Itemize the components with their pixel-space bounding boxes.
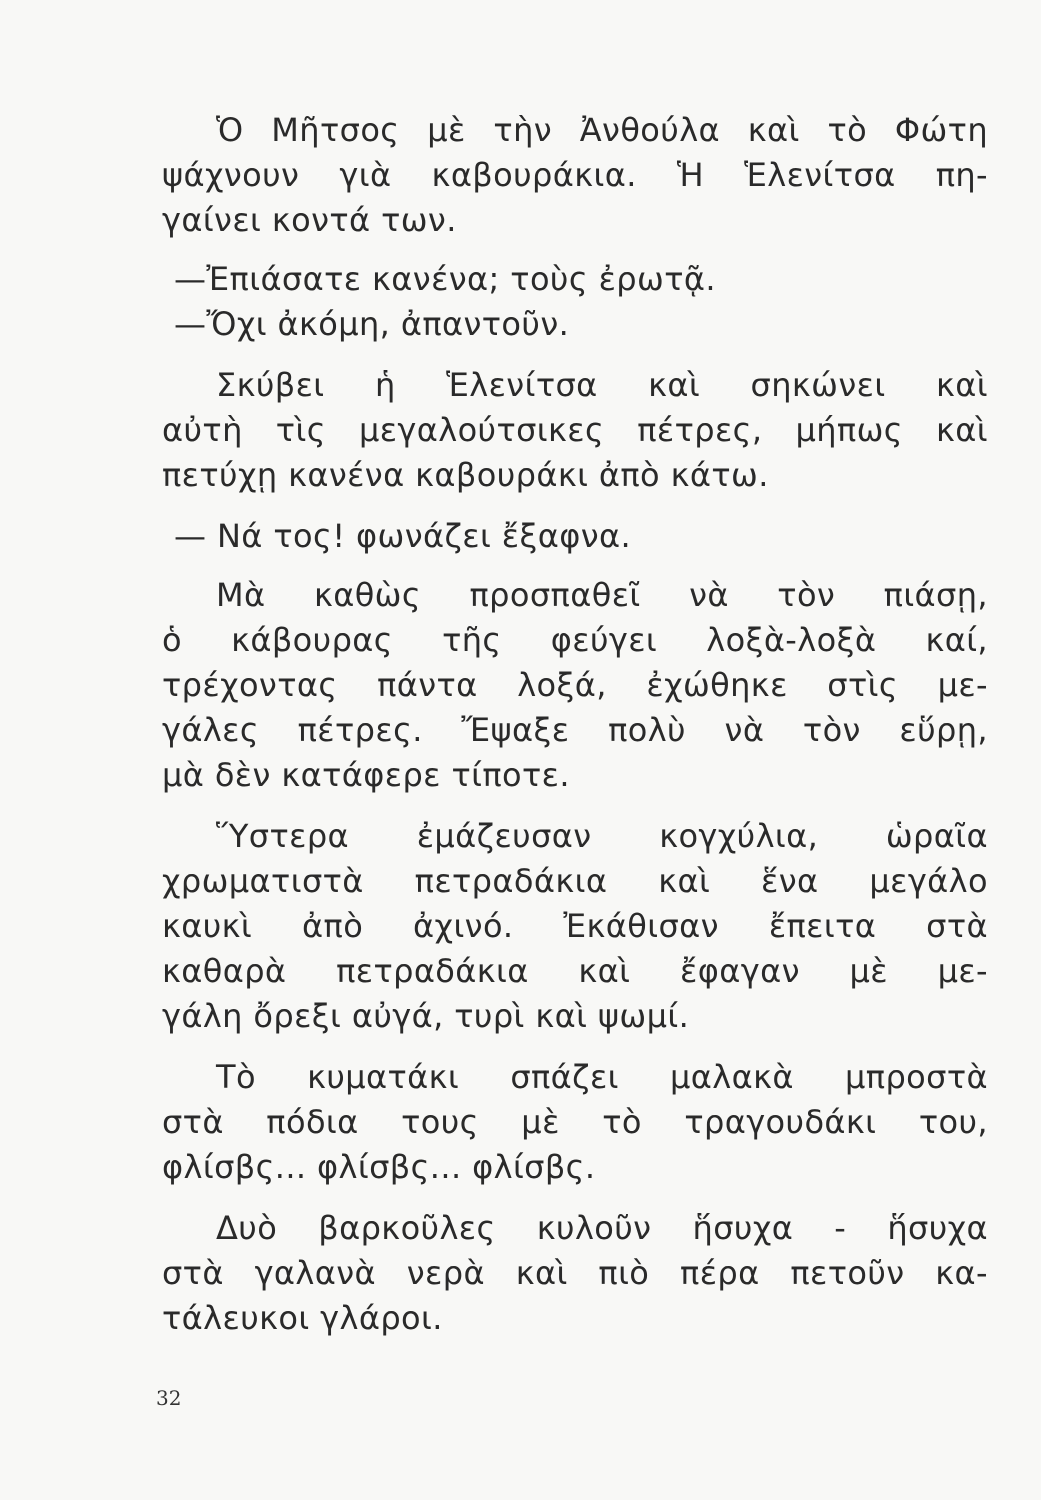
text-line: Τὸ κυματάκι σπάζει μαλακὰ μπροστὰ [216, 1058, 988, 1096]
text-line: τρέχοντας πάντα λοξά, ἐχώθηκε στὶς με- [162, 666, 988, 704]
text-line: Σκύβει ἡ Ἑλενίτσα καὶ σηκώνει καὶ [216, 366, 988, 404]
text-line: Μὰ καθὼς προσπαθεῖ νὰ τὸν πιάσῃ, [216, 576, 988, 614]
text-line: πετύχῃ κανένα καβουράκι ἀπὸ κάτω. [162, 456, 769, 494]
text-line: γάλη ὄρεξι αὐγά, τυρὶ καὶ ψωμί. [162, 997, 690, 1035]
text-line: τάλευκοι γλάροι. [162, 1299, 443, 1337]
text-line: —Ἐπιάσατε κανένα; τοὺς ἐρωτᾷ. [174, 260, 716, 298]
text-line: ὁ κάβουρας τῆς φεύγει λοξὰ-λοξὰ καί, [162, 621, 988, 659]
paragraph-1 [162, 108, 992, 243]
paragraph-6 [162, 814, 992, 1039]
text-line: — Νά τος! φωνάζει ἔξαφνα. [174, 517, 632, 555]
text-line: καυκὶ ἀπὸ ἀχινό. Ἐκάθισαν ἔπειτα στὰ [162, 907, 988, 945]
text-line: καθαρὰ πετραδάκια καὶ ἔφαγαν μὲ με- [162, 952, 988, 990]
text-line: γάλες πέτρες. Ἔψαξε πολὺ νὰ τὸν εὕρῃ, [162, 711, 988, 749]
paragraph-8 [162, 1206, 992, 1341]
text-line: στὰ πόδια τους μὲ τὸ τραγουδάκι του, [162, 1103, 988, 1141]
paragraph-4 [162, 514, 992, 559]
text-line: στὰ γαλανὰ νερὰ καὶ πιὸ πέρα πετοῦν κα- [162, 1254, 988, 1292]
text-line: Δυὸ βαρκοῦλες κυλοῦν ἥσυχα - ἥσυχα [216, 1209, 988, 1247]
text-line: Ὕστερα ἐμάζευσαν κογχύλια, ὡραῖα [216, 817, 988, 855]
text-line: —Ὄχι ἀκόμη, ἀπαντοῦν. [174, 305, 570, 343]
paragraph-2 [162, 257, 992, 347]
text-line: Ὁ Μῆτσος μὲ τὴν Ἀνθούλα καὶ τὸ Φώτη [216, 111, 988, 149]
body-text [162, 108, 992, 1341]
text-line: ψάχνουν γιὰ καβουράκια. Ἡ Ἑλενίτσα πη- [162, 156, 988, 194]
text-line: μὰ δὲν κατάφερε τίποτε. [162, 756, 570, 794]
text-line: φλίσβς... φλίσβς... φλίσβς. [162, 1148, 596, 1186]
paragraph-3 [162, 363, 992, 498]
text-line: χρωματιστὰ πετραδάκια καὶ ἕνα μεγάλο [162, 862, 988, 900]
page-number: 32 [156, 1386, 182, 1410]
paragraph-5 [162, 573, 992, 798]
text-line: αὐτὴ τὶς μεγαλούτσικες πέτρες, μήπως καὶ [162, 411, 988, 449]
paragraph-7 [162, 1055, 992, 1190]
text-line: γαίνει κοντά των. [162, 201, 457, 239]
